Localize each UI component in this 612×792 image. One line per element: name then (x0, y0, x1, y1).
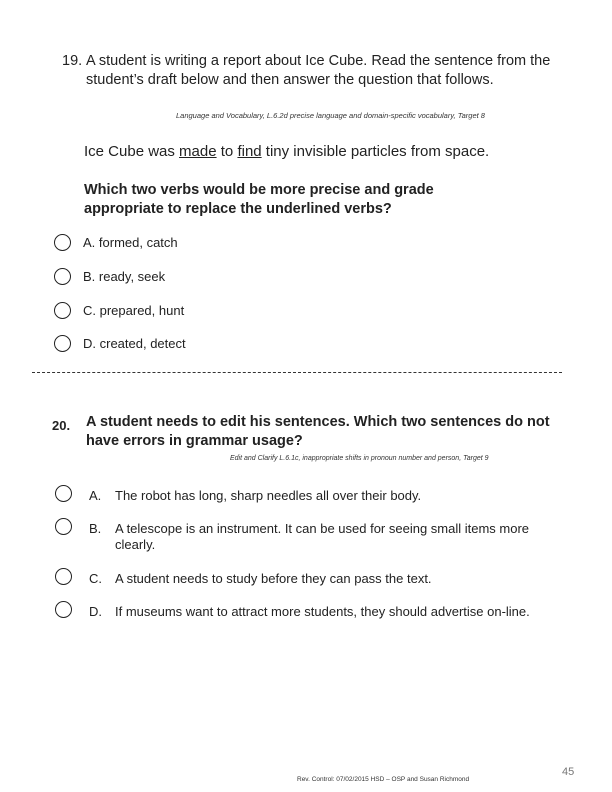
choice-letter: C. (89, 571, 102, 586)
underlined-verb-2: find (237, 143, 262, 160)
choice-text: A telescope is an instrument. It can be used for seeing small items more clearly. (115, 521, 530, 552)
choice-label: B. ready, seek (83, 269, 166, 284)
choice-text: A student needs to study before they can pass the text. (115, 571, 432, 586)
choice-20-b[interactable] (55, 521, 545, 553)
question-20-number: 20. (52, 418, 71, 433)
choice-letter: A. (89, 488, 102, 503)
radio-circle-icon[interactable] (54, 234, 71, 251)
sentence-part: to (216, 143, 238, 160)
choice-19-c[interactable] (54, 302, 184, 319)
choice-20-c[interactable] (55, 571, 565, 587)
question-19-text: A student is writing a report about Ice Cube. Read the sentence from the student’s draft below and then answer the question that follows. (86, 53, 551, 88)
revision-footer: Rev. Control: 07/02/2015 HSD – OSP and Susan Richmond (297, 776, 470, 783)
question-19-standard: Language and Vocabulary, L.6.2d precise language and domain-specific vocabulary, Target 8 (176, 111, 485, 120)
radio-circle-icon[interactable] (54, 302, 71, 319)
page-number: 45 (562, 766, 575, 778)
choice-text: If museums want to attract more students, they should advertise on-line. (115, 604, 530, 619)
radio-circle-icon[interactable] (54, 335, 71, 352)
question-19-number: 19. (62, 53, 83, 69)
choice-label: A. formed, catch (83, 235, 178, 250)
choice-label: D. created, detect (83, 336, 186, 351)
underlined-verb-1: made (179, 143, 217, 160)
choice-20-a[interactable] (55, 488, 565, 504)
draft-sentence (84, 143, 489, 160)
section-divider (32, 372, 562, 373)
choice-19-a[interactable] (54, 234, 178, 251)
choice-label: C. prepared, hunt (83, 303, 185, 318)
radio-circle-icon[interactable] (55, 601, 72, 618)
sentence-part: tiny invisible particles from space. (261, 143, 490, 160)
choice-19-b[interactable] (54, 268, 165, 285)
sentence-part: Ice Cube was (84, 143, 180, 160)
question-19 (62, 52, 562, 90)
question-20-standard: Edit and Clarify L.6.1c, inappropriate shifts in pronoun number and person, Target 9 (230, 455, 489, 462)
choice-19-d[interactable] (54, 335, 186, 352)
choice-letter: B. (89, 521, 102, 536)
radio-circle-icon[interactable] (55, 518, 72, 535)
choice-text: The robot has long, sharp needles all over their body. (115, 488, 422, 503)
radio-circle-icon[interactable] (55, 568, 72, 585)
radio-circle-icon[interactable] (55, 485, 72, 502)
choice-letter: D. (89, 604, 102, 619)
question-20-text: A student needs to edit his sentences. Which two sentences do not have errors in grammar usage? (86, 414, 550, 449)
question-19-prompt: Which two verbs would be more precise and grade appropriate to replace the underlined verbs? (84, 182, 434, 217)
radio-circle-icon[interactable] (54, 268, 71, 285)
choice-20-d[interactable] (55, 604, 565, 620)
